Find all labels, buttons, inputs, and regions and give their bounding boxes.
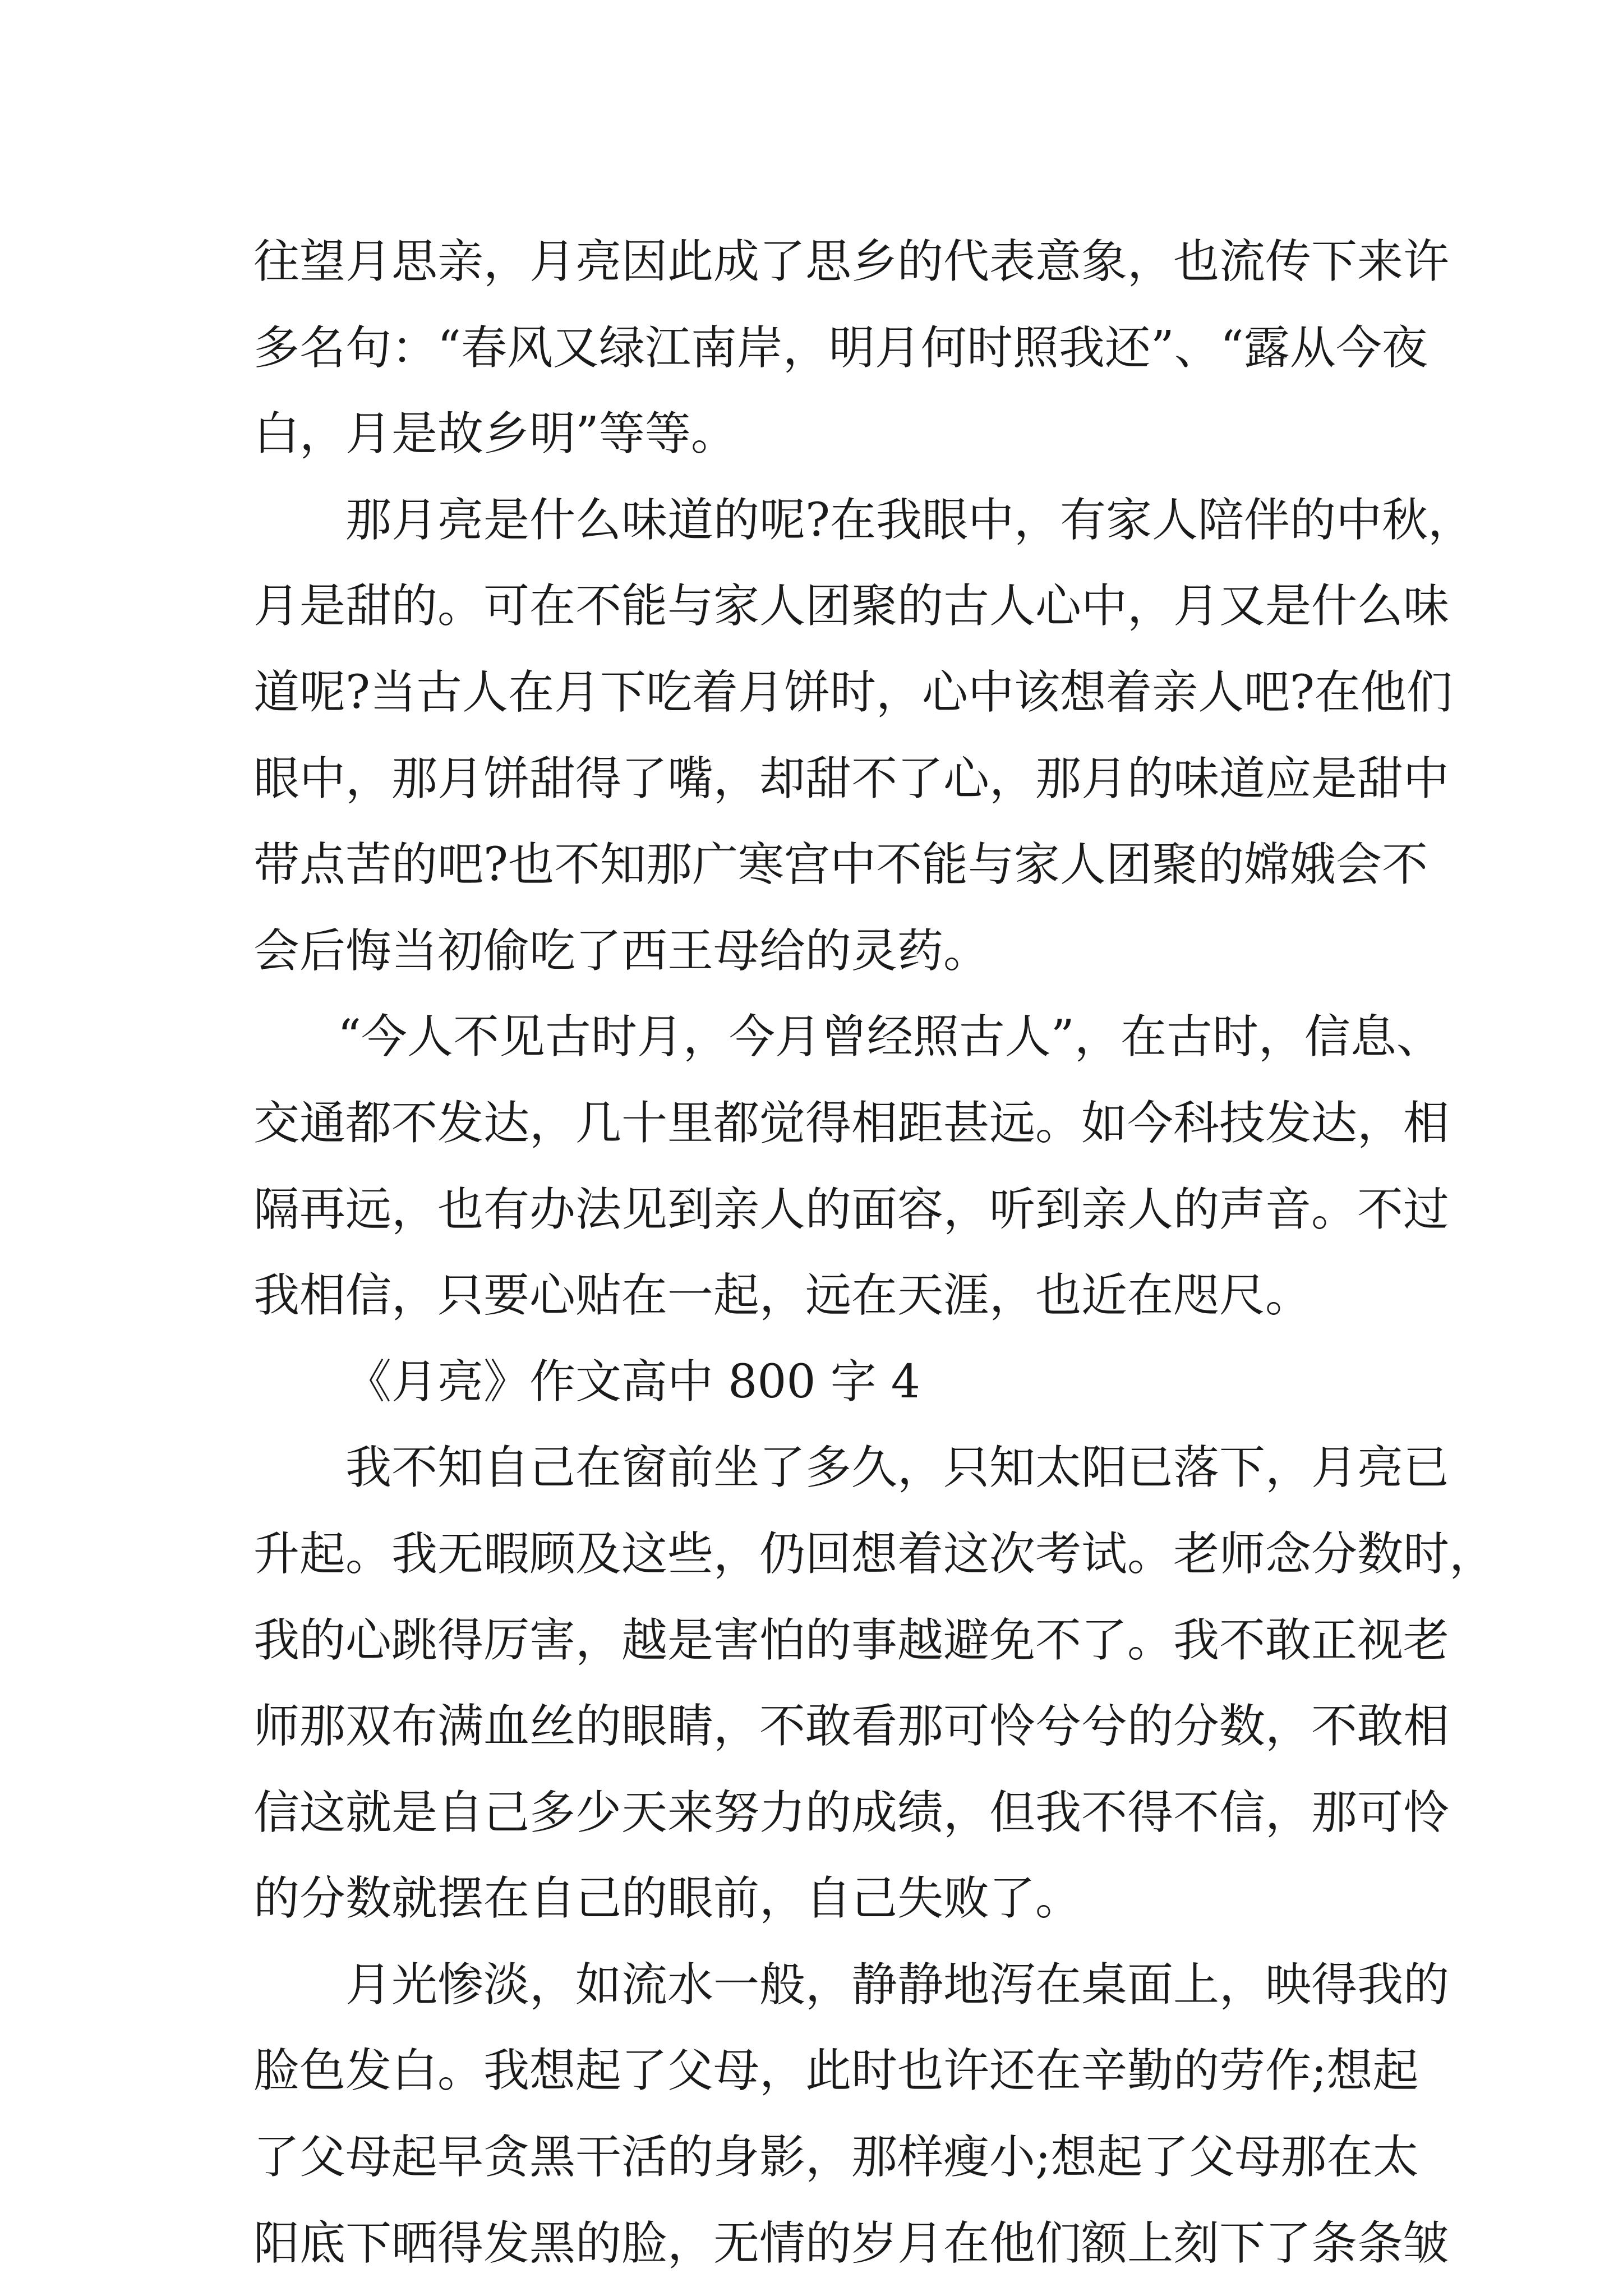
text-line: 月是甜的。可在不能与家人团聚的古人心中，月又是什么味 — [253, 579, 1450, 633]
document-body — [253, 219, 1496, 2286]
text-line: 白，月是故乡明”等等。 — [253, 407, 737, 461]
text-line: 我不知自己在窗前坐了多久，只知太阳已落下，月亮已 — [345, 1441, 1450, 1495]
text-line: 带点苦的吧?也不知那广寒宫中不能与家人团聚的嫦娥会不 — [253, 838, 1428, 892]
text-line: 月光惨淡，如流水一般，静静地泻在桌面上，映得我的 — [345, 1958, 1450, 2012]
section-heading — [253, 1339, 1403, 1425]
text-line: 我的心跳得厉害，越是害怕的事越避免不了。我不敢正视老 — [253, 1613, 1450, 1667]
text-line: 师那双布满血丝的眼睛，不敢看那可怜兮兮的分数，不敢相 — [253, 1700, 1450, 1754]
text-line: 我相信，只要心贴在一起，远在天涯，也近在咫尺。 — [253, 1269, 1312, 1323]
text-line: 信这就是自己多少天来努力的成绩，但我不得不信，那可怜 — [253, 1786, 1450, 1839]
text-line: 阳底下晒得发黑的脸，无情的岁月在他们额上刻下了条条皱 — [253, 2216, 1450, 2270]
paragraph-3 — [253, 994, 1450, 1338]
text-line: 道呢?当古人在月下吃着月饼时，心中该想着亲人吧?在他们 — [253, 665, 1453, 719]
text-line: 往望月思亲，月亮因此成了思乡的代表意象，也流传下来许 — [253, 235, 1450, 288]
paragraph-4 — [253, 1425, 1496, 1942]
text-line: 交通都不发达，几十里都觉得相距甚远。如今科技发达，相 — [253, 1096, 1450, 1150]
text-line: 多名句：“春风又绿江南岸，明月何时照我还”、“露从今夜 — [253, 321, 1428, 375]
text-line: 脸色发白。我想起了父母，此时也许还在辛勤的劳作;想起 — [253, 2044, 1419, 2098]
text-line: 眼中，那月饼甜得了嘴，却甜不了心，那月的味道应是甜中 — [253, 752, 1450, 806]
text-line: 会后悔当初偷吃了西王母给的灵药。 — [253, 924, 990, 978]
text-line: “今人不见古时月，今月曾经照古人”，在古时，信息、 — [338, 1010, 1442, 1064]
text-line: 《月亮》作文高中 800 字 4 — [345, 1355, 920, 1409]
text-line: 那月亮是什么味道的呢?在我眼中，有家人陪伴的中秋， — [345, 493, 1474, 547]
text-line: 隔再远，也有办法见到亲人的面容，听到亲人的声音。不过 — [253, 1182, 1450, 1236]
paragraph-1 — [253, 219, 1450, 477]
text-line: 升起。我无暇顾及这些，仍回想着这次考试。老师念分数时， — [253, 1527, 1496, 1581]
text-line: 了父母起早贪黑干活的身影，那样瘦小;想起了父母那在太 — [253, 2131, 1419, 2184]
paragraph-2 — [253, 477, 1474, 995]
paragraph-5 — [253, 1942, 1450, 2286]
text-line: 的分数就摆在自己的眼前，自己失败了。 — [253, 1872, 1082, 1926]
